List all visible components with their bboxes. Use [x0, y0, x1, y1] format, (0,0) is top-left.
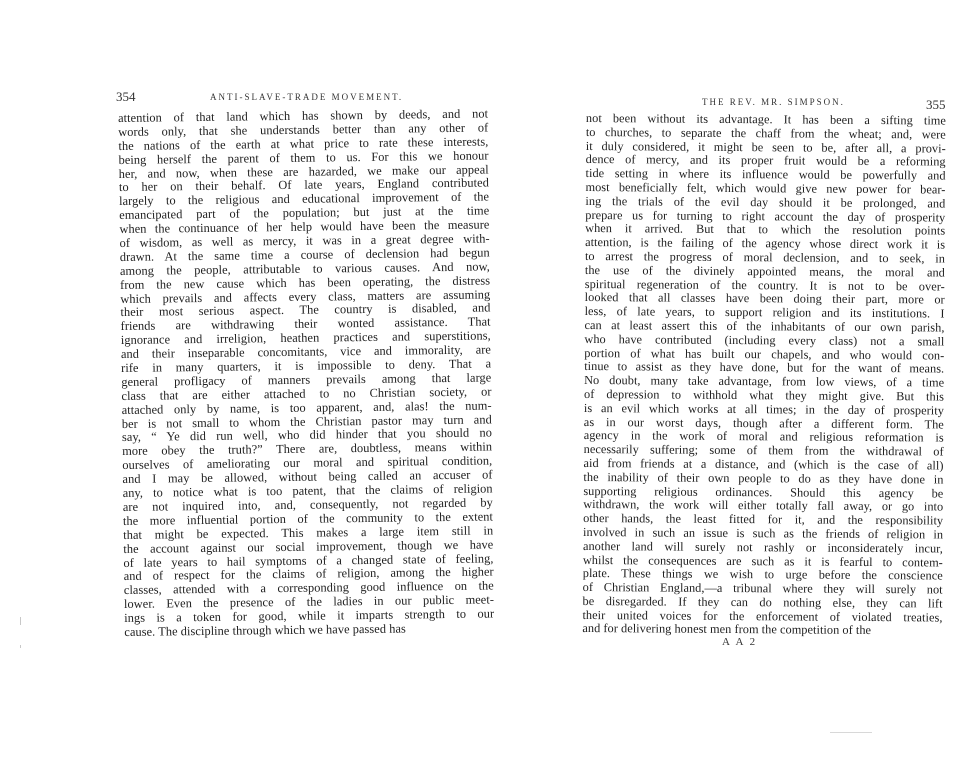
text-line: and of respect for the claims of religion, among the higher — [123, 564, 494, 584]
text-line: class that are either attached to no Christian society, or — [121, 384, 492, 403]
text-line: prepare us for turning to right account the day of prosperity — [585, 207, 946, 225]
text-line: to churches, to separate the chaff from the wheat; and, were — [585, 124, 946, 142]
text-line: and for delivering honest men from the competition of the — [582, 621, 872, 638]
text-line: rife in many quarters, it is impossible to deny. That a — [121, 356, 492, 376]
text-line: general profligacy of manners prevails among that large — [121, 370, 492, 389]
signature-mark: A A 2 — [722, 636, 758, 648]
text-line: of late years to hail symptoms of a changed state of feeling, — [123, 550, 494, 570]
text-line: the account against our social improvement, though we have — [123, 537, 494, 556]
text-line: words only, that she understands better than any other of — [118, 120, 489, 139]
text-line: from the new cause which has been operating, the distress — [120, 273, 491, 292]
text-line: not been without its advantage. It has been a sifting time — [585, 111, 946, 128]
scan-mark — [830, 732, 872, 733]
right-page-body — [582, 112, 946, 639]
text-line: agency in the work of moral and religious reformation is — [583, 428, 944, 445]
right-page — [490, 0, 980, 758]
text-line: ings is a token for good, while it imparts strength to our — [124, 606, 495, 626]
text-line: drawn. At the same time a course of declension had begun — [119, 245, 490, 264]
text-line: withdrawn, the work will either totally fall away, or go into — [583, 497, 944, 514]
text-line: portion of what has built our chapels, and who would con- — [584, 345, 945, 363]
text-line: of depression to withhold what they might give. But this — [583, 386, 945, 404]
text-line: among the people, attributable to various causes. And now, — [119, 259, 490, 278]
text-line: lower. Even the presence of the ladies in our public meet- — [123, 592, 495, 612]
text-line: tinue to assist as they have done, but for the want of means. — [584, 359, 945, 376]
text-line: it duly considered, it might be seen to be, after all, a provi- — [585, 138, 946, 156]
text-line: classes, attended with a corresponding good influence on the — [123, 578, 494, 598]
text-line: being herself the parent of them to us. For this we honour — [118, 148, 489, 167]
text-line: who have contributed (including every class) not a small — [584, 331, 945, 349]
text-line: largely to the religious and educational improvement of the — [119, 189, 490, 209]
page-number: 354 — [116, 89, 136, 104]
text-line: involved in such an issue is such as the friends of religion in — [583, 524, 944, 542]
text-line: attention, is the failing of the agency whose direct work it is — [585, 235, 946, 252]
text-line: say, “ Ye did run well, who did hinder that you should no — [121, 425, 493, 445]
text-line: the nations of the earth at what price to rate these interests, — [118, 134, 489, 153]
text-line: and their inseparable concomitants, vice and immorality, are — [120, 342, 492, 362]
text-line: attention of that land which has shown by deeds, and not — [117, 106, 489, 125]
text-line: another land will surely not rashly or inconsiderately incur, — [582, 538, 944, 556]
text-line: is an evil which works at all times; in the day of prosperity — [583, 400, 944, 418]
text-line: the use of the divinely appointed means, the moral and — [584, 262, 945, 280]
text-line: and I may be allowed, without being called an accuser of — [122, 467, 493, 487]
text-line: any, to notice what is too patent, that the claims of religion — [122, 481, 493, 501]
text-line: emancipated part of the population; but just at the time — [119, 203, 490, 223]
text-line: looked that all classes have been doing their part, more or — [584, 290, 945, 307]
text-line: their united voices for the enforcement of violated treaties, — [582, 607, 943, 625]
text-line: aid from friends at a distance, and (which is the case of all) — [583, 455, 944, 473]
running-title: THE REV. MR. SIMPSON. — [702, 97, 845, 107]
text-line: necessarily suffering; some of them from the withdrawal of — [583, 442, 944, 459]
scan-mark — [20, 645, 21, 648]
text-line: as in our worst days, though after a different form. The — [583, 414, 944, 432]
text-line: most beneficially felt, which would give new power for bear- — [585, 179, 946, 197]
text-line: can at least assert this of the inhabitants of our own parish, — [584, 317, 945, 335]
text-line: the more influential portion of the community to the extent — [122, 509, 494, 528]
text-line: that might be expected. This makes a large item still in — [123, 523, 494, 542]
text-line: plate. These things we wish to urge before the conscience — [582, 566, 943, 583]
text-line: the inability of their own people to do as they have done in — [583, 469, 944, 487]
text-line: cause. The discipline through which we have passed has — [124, 621, 406, 639]
text-line: spiritual regeneration of the country. It is not to be over- — [584, 276, 945, 294]
text-line: supporting religious ordinances. Should this agency be — [583, 483, 944, 501]
text-line: ignorance and irreligion, heathen practices and superstitions, — [120, 328, 491, 348]
text-line: tide setting in where its influence would be powerfully and — [585, 166, 946, 183]
text-line: ber is not small to whom the Christian pastor may turn and — [121, 412, 492, 431]
text-line: their most serious aspect. The country is disabled, and — [120, 300, 491, 320]
text-line: which prevails and affects every class, matters are assuming — [120, 287, 491, 306]
text-line: are not inquired into, and, consequently, not regarded by — [122, 495, 493, 514]
text-line: friends are withdrawing their wonted assistance. That — [120, 314, 491, 334]
text-line: whilst the consequences are such as it is fearful to contem- — [582, 552, 943, 570]
text-line: dence of mercy, and its proper fruit would be a reforming — [585, 152, 946, 169]
text-line: to arrest the progress of moral declension, and to seek, in — [584, 248, 946, 266]
text-line: attached only by name, is too apparent, and, alas! the num- — [121, 398, 492, 417]
text-line: No doubt, many take advantage, from low views, of a time — [584, 373, 945, 390]
text-line: ourselves of ameliorating our moral and spiritual condition, — [122, 453, 493, 473]
text-line: less, of late years, to support religion and its institutions. I — [584, 304, 945, 321]
text-line: of wisdom, as well as mercy, it was in a great degree with- — [119, 231, 490, 251]
text-line: her, and now, when these are hazarded, we make our appeal — [118, 162, 489, 181]
text-line: when the continuance of her help would have been the measure — [119, 217, 490, 237]
left-page-body — [118, 107, 494, 639]
text-line: other hands, the least fitted for it, and the responsibility — [583, 511, 944, 528]
running-title: ANTI-SLAVE-TRADE MOVEMENT. — [210, 92, 404, 102]
text-line: when it arrived. But that to which the resolution points — [585, 221, 946, 238]
text-line: to her on their behalf. Of late years, England contributed — [118, 175, 489, 195]
text-line: more obey the truth?” There are, doubtless, means within — [122, 439, 493, 459]
scan-mark — [20, 617, 21, 625]
page-number: 355 — [926, 97, 946, 112]
text-line: ing the trials of the evil day should it be prolonged, and — [585, 193, 946, 211]
text-line: be disregarded. If they can do nothing else, they can lift — [582, 593, 943, 611]
text-line: of Christian England,—a tribunal where they will surely not — [582, 580, 943, 597]
